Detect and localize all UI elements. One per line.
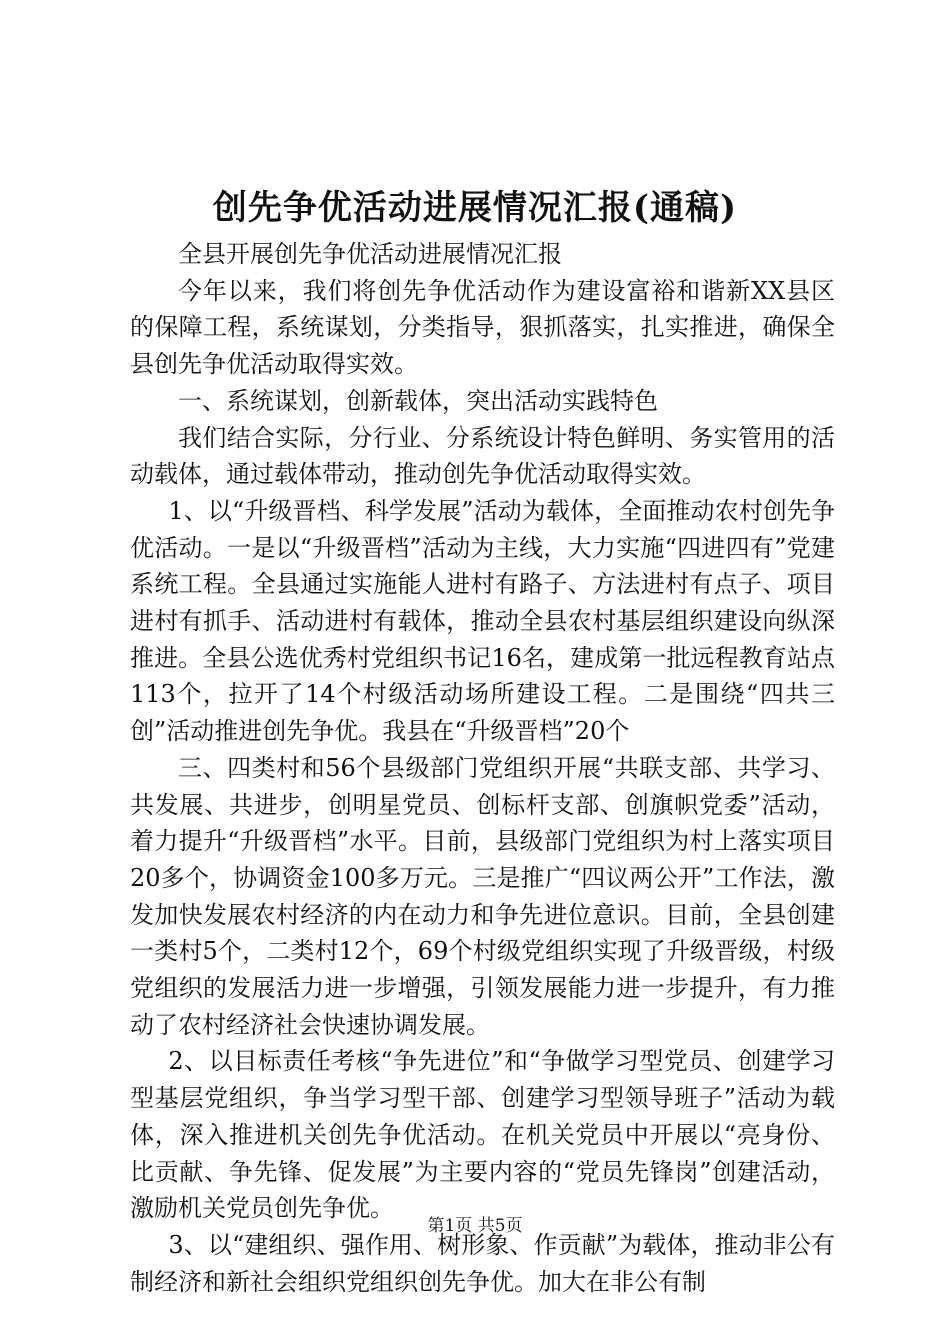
body-paragraph: 3、以“建组织、强作用、树形象、作贡献”为载体，推动非公有制经济和新社会组织党组织创先争优。加大在非公有制 (130, 1230, 835, 1296)
body-paragraph: 1、以“升级晋档、科学发展”活动为载体，全面推动农村创先争优活动。一是以“升级晋档”活动为主线，大力实施“四进四有”党建系统工程。全县通过实施能人进村有路子、方法进村有点子、项目进村有抓手、活动进村有载体，推动全县农村基层组织建设向纵深推进。全县公选优秀村党组织书记16名，建成第一批远程教育站点113个，拉开了14个村级活动场所建设工程。二是围绕“四共三创”活动推进创先争优。我县在“升级晋档”20个 (130, 496, 835, 746)
body-paragraph: 2、以目标责任考核“争先进位”和“争做学习型党员、创建学习型基层党组织，争当学习型干部、创建学习型领导班子”活动为载体，深入推进机关创先争优活动。在机关党员中开展以“亮身份、比贡献、争先锋、促发展”为主要内容的“党员先锋岗”创建活动，激励机关党员创先争优。 (130, 1047, 835, 1223)
body-paragraph: 三、四类村和56个县级部门党组织开展“共联支部、共学习、共发展、共进步，创明星党员、创标杆支部、创旗帜党委”活动，着力提升“升级晋档”水平。目前，县级部门党组织为村上落实项目20多个，协调资金100多万元。三是推广“四议两公开”工作法，激发加快发展农村经济的内在动力和争先进位意识。目前，全县创建一类村5个，二类村12个，69个村级党组织实现了升级晋级，村级党组织的发展活力进一步增强，引领发展能力进一步提升，有力推动了农村经济社会快速协调发展。 (130, 753, 835, 1039)
intro-paragraph: 今年以来，我们将创先争优活动作为建设富裕和谐新XX县区的保障工程，系统谋划，分类指导，狠抓落实，扎实推进，确保全县创先争优活动取得实效。 (130, 276, 835, 379)
body-paragraph: 我们结合实际，分行业、分系统设计特色鲜明、务实管用的活动载体，通过载体带动，推动创先争优活动取得实效。 (130, 423, 835, 489)
document-body (130, 236, 835, 1300)
document-title: 创先争优活动进展情况汇报(通稿) (212, 188, 738, 228)
page-number-footer: 第1页 共5页 (427, 1216, 523, 1236)
section-heading-1: 一、系统谋划，创新载体，突出活动实践特色 (178, 386, 658, 415)
subtitle-paragraph: 全县开展创先争优活动进展情况汇报 (178, 240, 562, 268)
